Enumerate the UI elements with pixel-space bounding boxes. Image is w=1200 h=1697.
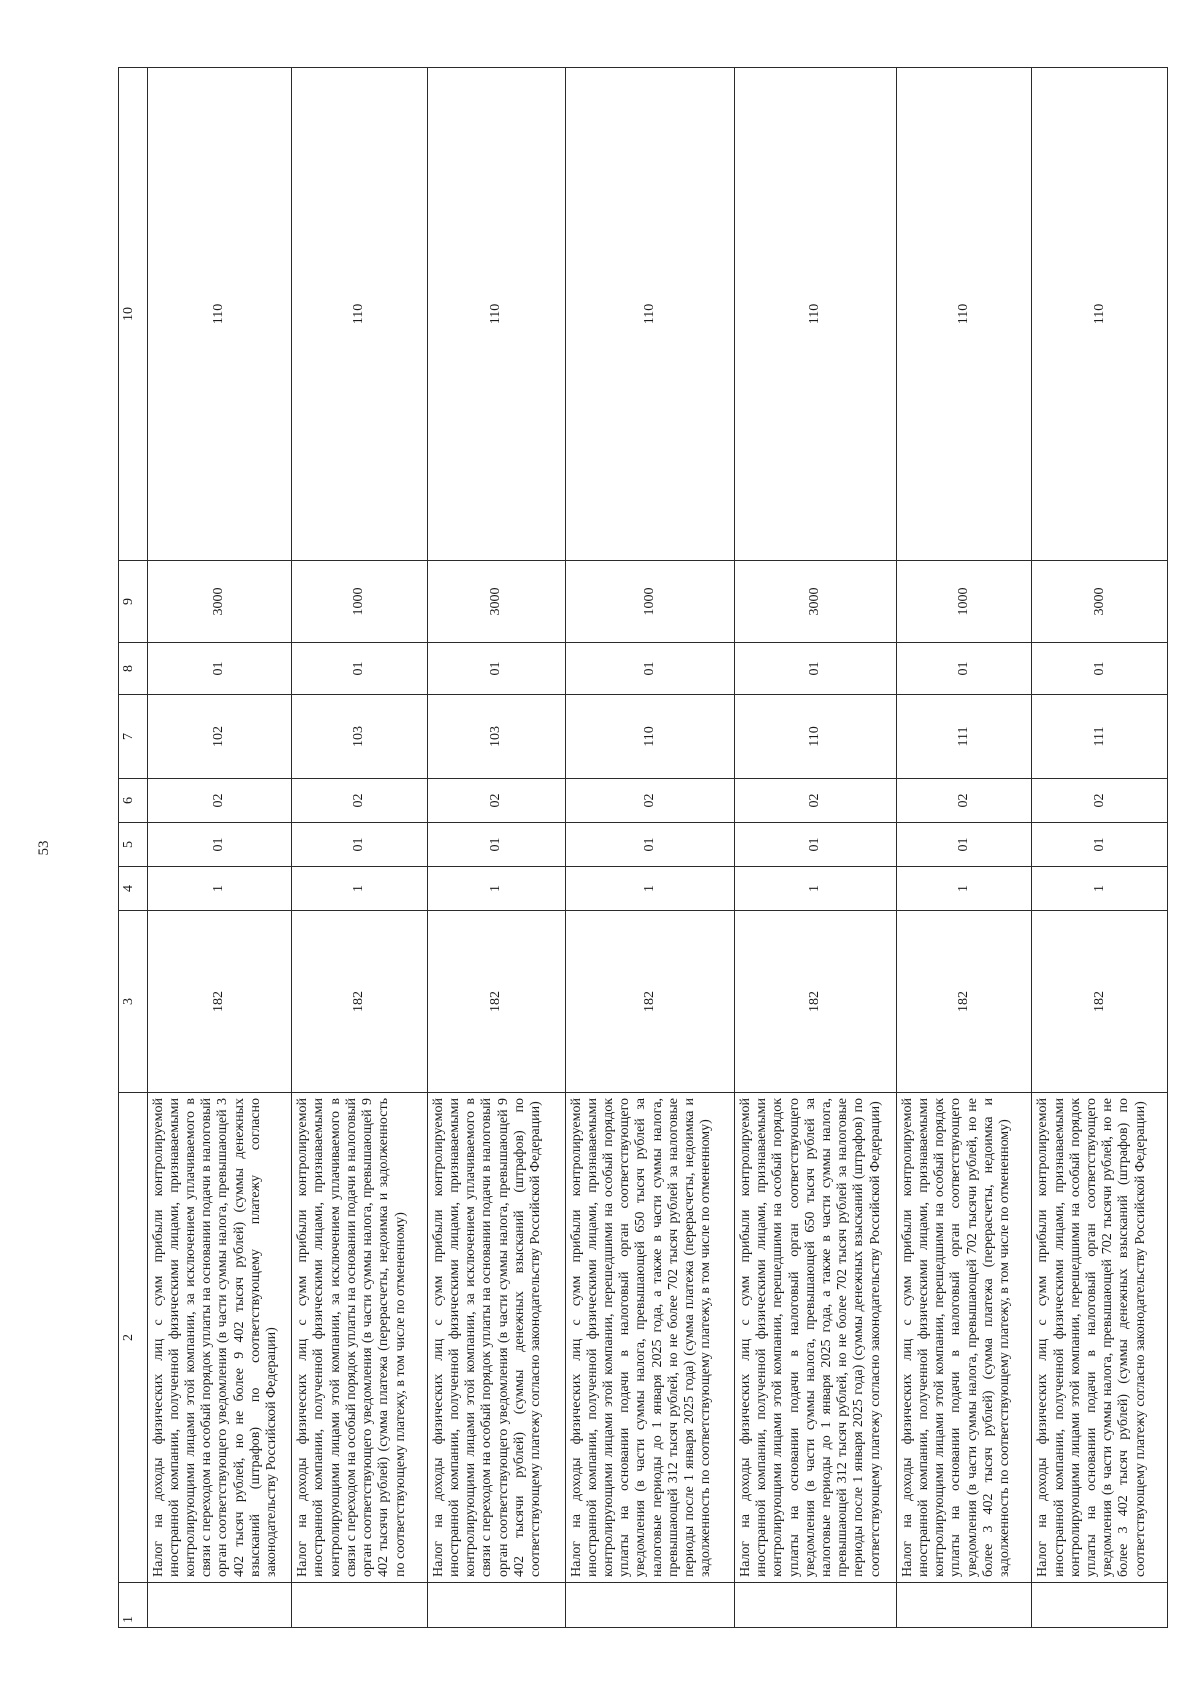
group-code: 1 — [292, 867, 428, 911]
row-number-cell — [1032, 1583, 1168, 1628]
payment-description: Налог на доходы физических лиц с сумм прибыли контролируемой иностранной компании, полученной физическими лицами, признаваемыми контролирующими лицами этой компании, перешедшими на особый порядок уплаты на основании подачи в налоговый орган соответствующего уведомления (в части суммы налога, превышающей 650 тысяч рублей за налоговые периоды до 1 января 2025 года, а также в части суммы налога, превышающей 312 тысяч рублей, но не более 702 тысяч рублей за налоговые периоды после 1 января 2025 года) (суммы денежных взысканий (штрафов) по соответствующему платежу согласно законодательству Российской Федерации) — [734, 1093, 896, 1583]
article-code: 02 — [147, 779, 292, 823]
group-code: 1 — [427, 867, 565, 911]
subgroup-code: 01 — [734, 823, 896, 867]
article-code: 02 — [427, 779, 565, 823]
subarticle-code: 103 — [427, 695, 565, 779]
subgroup-code: 01 — [147, 823, 292, 867]
subarticle-code: 111 — [896, 695, 1032, 779]
row-number-cell — [427, 1583, 565, 1628]
element-code: 01 — [565, 643, 734, 695]
classification-code: 110 — [427, 68, 565, 561]
column-number: 9 — [119, 561, 148, 643]
subgroup-code: 01 — [292, 823, 428, 867]
subarticle-code: 111 — [1032, 695, 1168, 779]
admin-code: 182 — [147, 911, 292, 1093]
subgroup-code: 01 — [427, 823, 565, 867]
payment-description: Налог на доходы физических лиц с сумм прибыли контролируемой иностранной компании, полученной физическими лицами, признаваемыми контролирующими лицами этой компании, перешедшими на особый порядок уплаты на основании подачи в налоговый орган соответствующего уведомления (в части суммы налога, превышающей 702 тысячи рублей, но не более 3 402 тысяч рублей) (сумма платежа (перерасчеты, недоимка и задолженность по соответствующему платежу, в том числе по отмененному) — [896, 1093, 1032, 1583]
table-row — [292, 68, 428, 1628]
column-number: 2 — [119, 1093, 148, 1583]
classification-code: 110 — [147, 68, 292, 561]
admin-code: 182 — [734, 911, 896, 1093]
column-number: 8 — [119, 643, 148, 695]
admin-code: 182 — [292, 911, 428, 1093]
element-code: 01 — [427, 643, 565, 695]
subtype-code: 3000 — [734, 561, 896, 643]
rotated-page-content — [118, 68, 1168, 1628]
row-number-cell — [147, 1583, 292, 1628]
subtype-code: 1000 — [896, 561, 1032, 643]
table-row — [1032, 68, 1168, 1628]
column-number: 3 — [119, 911, 148, 1093]
element-code: 01 — [1032, 643, 1168, 695]
subtype-code: 3000 — [427, 561, 565, 643]
page-number: 53 — [36, 840, 52, 856]
row-number-cell — [292, 1583, 428, 1628]
classification-code: 110 — [292, 68, 428, 561]
payment-description: Налог на доходы физических лиц с сумм прибыли контролируемой иностранной компании, полученной физическими лицами, признаваемыми контролирующими лицами этой компании, перешедшими на особый порядок уплаты на основании подачи в налоговый орган соответствующего уведомления (в части суммы налога, превышающей 650 тысяч рублей за налоговые периоды до 1 января 2025 года, а также в части суммы налога, превышающей 312 тысяч рублей, но не более 702 тысяч рублей за налоговые периоды после 1 января 2025 года) (сумма платежа (перерасчеты, недоимка и задолженность по соответствующему платежу, в том числе по отмененному) — [565, 1093, 734, 1583]
subgroup-code: 01 — [896, 823, 1032, 867]
subtype-code: 3000 — [147, 561, 292, 643]
column-number-row — [119, 68, 148, 1628]
article-code: 02 — [1032, 779, 1168, 823]
payment-description: Налог на доходы физических лиц с сумм прибыли контролируемой иностранной компании, полученной физическими лицами, признаваемыми контролирующими лицами этой компании, перешедшими на особый порядок уплаты на основании подачи в налоговый орган соответствующего уведомления (в части суммы налога, превышающей 702 тысячи рублей, но не более 3 402 тысяч рублей) (суммы денежных взысканий (штрафов) по соответствующему платежу согласно законодательству Российской Федерации) — [1032, 1093, 1168, 1583]
admin-code: 182 — [427, 911, 565, 1093]
classification-code: 110 — [565, 68, 734, 561]
column-number: 5 — [119, 823, 148, 867]
table-row — [147, 68, 292, 1628]
payment-description: Налог на доходы физических лиц с сумм прибыли контролируемой иностранной компании, полученной физическими лицами, признаваемыми контролирующими лицами этой компании, за исключением уплачиваемого в связи с переходом на особый порядок уплаты на основании подачи в налоговый орган соответствующего уведомления (в части суммы налога, превышающей 9 402 тысячи рублей) (сумма платежа (перерасчеты, недоимка и задолженность по соответствующему платежу, в том числе по отмененному) — [292, 1093, 428, 1583]
column-number: 4 — [119, 867, 148, 911]
group-code: 1 — [147, 867, 292, 911]
subarticle-code: 110 — [734, 695, 896, 779]
payment-description: Налог на доходы физических лиц с сумм прибыли контролируемой иностранной компании, полученной физическими лицами, признаваемыми контролирующими лицами этой компании, за исключением уплачиваемого в связи с переходом на особый порядок уплаты на основании подачи в налоговый орган соответствующего уведомления (в части суммы налога, превышающей 3 402 тысяч рублей, но не более 9 402 тысяч рублей) (суммы денежных взысканий (штрафов) по соответствующему платежу согласно законодательству Российской Федерации) — [147, 1093, 292, 1583]
column-number: 7 — [119, 695, 148, 779]
table-row — [565, 68, 734, 1628]
group-code: 1 — [896, 867, 1032, 911]
subgroup-code: 01 — [1032, 823, 1168, 867]
table-row — [734, 68, 896, 1628]
row-number-cell — [734, 1583, 896, 1628]
admin-code: 182 — [565, 911, 734, 1093]
subgroup-code: 01 — [565, 823, 734, 867]
subtype-code: 3000 — [1032, 561, 1168, 643]
subarticle-code: 110 — [565, 695, 734, 779]
column-number: 10 — [119, 68, 148, 561]
article-code: 02 — [292, 779, 428, 823]
payment-description: Налог на доходы физических лиц с сумм прибыли контролируемой иностранной компании, полученной физическими лицами, признаваемыми контролирующими лицами этой компании, за исключением уплачиваемого в связи с переходом на особый порядок уплаты на основании подачи в налоговый орган соответствующего уведомления (в части суммы налога, превышающей 9 402 тысячи рублей) (суммы денежных взысканий (штрафов) по соответствующему платежу согласно законодательству Российской Федерации) — [427, 1093, 565, 1583]
subtype-code: 1000 — [292, 561, 428, 643]
element-code: 01 — [147, 643, 292, 695]
subtype-code: 1000 — [565, 561, 734, 643]
tax-code-table — [118, 67, 1168, 1628]
column-number: 1 — [119, 1583, 148, 1628]
classification-code: 110 — [896, 68, 1032, 561]
group-code: 1 — [565, 867, 734, 911]
group-code: 1 — [1032, 867, 1168, 911]
classification-code: 110 — [734, 68, 896, 561]
element-code: 01 — [292, 643, 428, 695]
table-row — [896, 68, 1032, 1628]
classification-code: 110 — [1032, 68, 1168, 561]
article-code: 02 — [896, 779, 1032, 823]
table-row — [427, 68, 565, 1628]
element-code: 01 — [896, 643, 1032, 695]
row-number-cell — [896, 1583, 1032, 1628]
subarticle-code: 103 — [292, 695, 428, 779]
element-code: 01 — [734, 643, 896, 695]
group-code: 1 — [734, 867, 896, 911]
admin-code: 182 — [896, 911, 1032, 1093]
article-code: 02 — [734, 779, 896, 823]
admin-code: 182 — [1032, 911, 1168, 1093]
article-code: 02 — [565, 779, 734, 823]
column-number: 6 — [119, 779, 148, 823]
subarticle-code: 102 — [147, 695, 292, 779]
row-number-cell — [565, 1583, 734, 1628]
